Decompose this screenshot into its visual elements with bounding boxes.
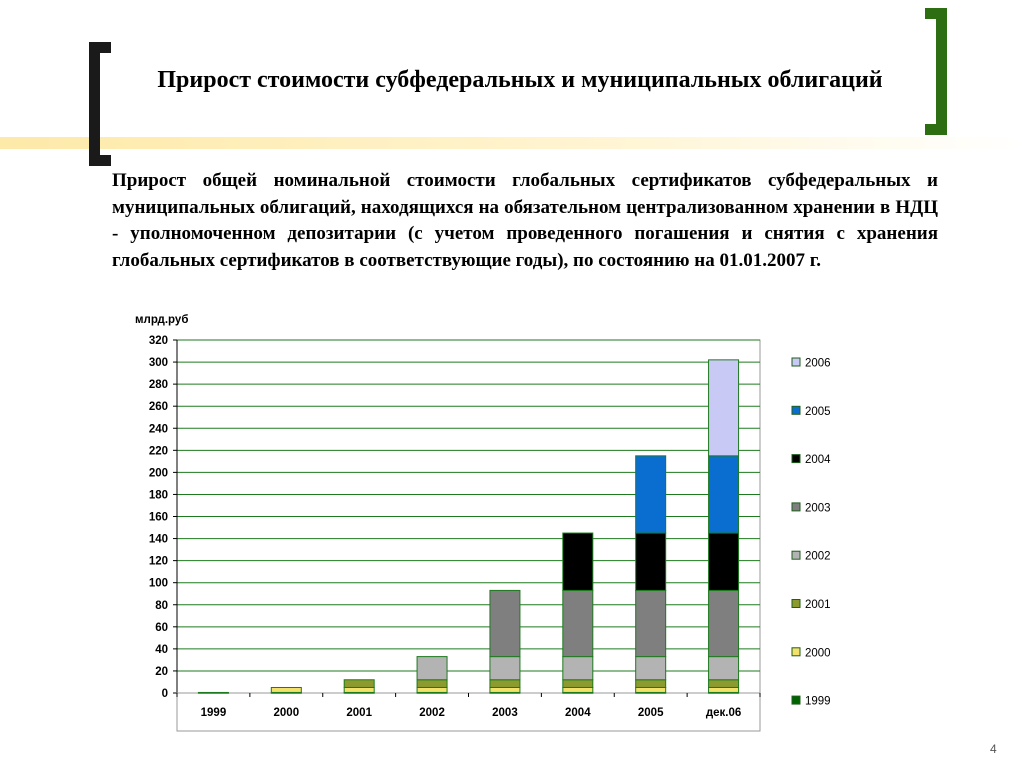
- bar-segment-2003-2003: [490, 590, 520, 656]
- legend-label-2000: 2000: [805, 647, 831, 660]
- legend-label-1999: 1999: [805, 695, 831, 708]
- y-tick-label-140: 140: [148, 533, 168, 546]
- y-tick-label-120: 120: [148, 555, 168, 568]
- bar-segment-дек.06-2005: [709, 456, 739, 533]
- y-tick-label-100: 100: [148, 577, 168, 590]
- y-tick-label-240: 240: [148, 423, 168, 436]
- legend-label-2002: 2002: [805, 550, 831, 563]
- x-tick-label-2002: 2002: [419, 707, 445, 719]
- x-tick-label-2005: 2005: [637, 707, 664, 719]
- y-tick-label-20: 20: [155, 665, 168, 678]
- bar-segment-2005-2004: [636, 533, 666, 590]
- legend-label-2003: 2003: [805, 502, 831, 515]
- bar-segment-дек.06-2003: [709, 590, 739, 656]
- x-tick-label-2001: 2001: [346, 707, 372, 719]
- y-tick-label-300: 300: [148, 357, 168, 370]
- bar-segment-2005-2003: [636, 590, 666, 656]
- bar-segment-2002-2001: [417, 680, 447, 688]
- y-tick-label-60: 60: [155, 621, 168, 634]
- bar-segment-2003-2002: [490, 657, 520, 680]
- legend-swatch-2003: [792, 503, 800, 511]
- y-tick-label-0: 0: [161, 688, 168, 700]
- x-tick-label-дек.06: дек.06: [705, 707, 742, 719]
- slide-title: Прирост стоимости субфедеральных и муниципальных облигаций: [157, 67, 883, 93]
- y-tick-label-320: 320: [148, 335, 168, 347]
- bar-segment-2004-2002: [563, 657, 593, 680]
- bar-segment-дек.06-2002: [709, 657, 739, 680]
- y-tick-label-180: 180: [148, 489, 168, 502]
- y-axis-unit-label: млрд.руб: [135, 314, 189, 326]
- bar-segment-1999-1999: [198, 692, 228, 693]
- bar-segment-дек.06-2004: [709, 533, 739, 590]
- legend-swatch-2001: [792, 600, 800, 608]
- bar-segment-2001-2001: [344, 680, 374, 688]
- page-number: 4: [990, 742, 997, 756]
- bar-segment-2003-2001: [490, 680, 520, 688]
- legend-swatch-2000: [792, 648, 800, 656]
- x-tick-label-2004: 2004: [565, 707, 591, 719]
- bar-segment-2001-2000: [344, 687, 374, 692]
- bar-segment-2000-2000: [271, 687, 301, 692]
- y-tick-label-220: 220: [148, 445, 168, 458]
- bar-segment-2005-2000: [636, 687, 666, 692]
- legend-label-2001: 2001: [805, 599, 831, 611]
- y-tick-label-260: 260: [148, 401, 168, 414]
- legend-swatch-1999: [792, 696, 800, 704]
- slide-description: Прирост общей номинальной стоимости глобальных сертификатов субфедеральных и муниципальных облигаций, находящихся на обязательном централизованном хранении в НДЦ - уполномоченном депозитарии (с учетом проведенного погашения и снятия с хранения глобальных сертификатов в соответствующие годы), по состоянию на 01.01.2007 г.: [112, 170, 938, 271]
- bar-segment-2005-2002: [636, 657, 666, 680]
- legend-label-2005: 2005: [805, 405, 831, 418]
- bar-segment-дек.06-2006: [709, 360, 739, 456]
- x-tick-label-2000: 2000: [273, 707, 300, 719]
- bar-segment-дек.06-2000: [709, 687, 739, 692]
- legend-label-2006: 2006: [805, 357, 831, 370]
- x-label-strip: [177, 693, 760, 731]
- y-tick-label-160: 160: [148, 511, 168, 524]
- legend-swatch-2002: [792, 551, 800, 559]
- bar-segment-2004-2000: [563, 687, 593, 692]
- bar-segment-дек.06-2001: [709, 680, 739, 688]
- x-tick-label-1999: 1999: [200, 707, 227, 719]
- y-tick-label-280: 280: [148, 379, 168, 392]
- bar-segment-2002-2000: [417, 687, 447, 692]
- y-tick-label-80: 80: [155, 599, 168, 612]
- bar-segment-2004-2001: [563, 680, 593, 688]
- legend-swatch-2004: [792, 455, 800, 463]
- legend-swatch-2005: [792, 406, 800, 414]
- bar-segment-2005-2005: [636, 456, 666, 533]
- y-tick-label-200: 200: [148, 467, 168, 480]
- bar-segment-2002-2002: [417, 657, 447, 680]
- bar-segment-2003-2000: [490, 687, 520, 692]
- legend-label-2004: 2004: [805, 454, 831, 467]
- y-tick-label-40: 40: [155, 643, 168, 656]
- bar-segment-2004-2003: [563, 590, 593, 656]
- bar-segment-2004-2004: [563, 533, 593, 590]
- x-tick-label-2003: 2003: [492, 707, 518, 719]
- legend-swatch-2006: [792, 358, 800, 366]
- bar-segment-2005-2001: [636, 680, 666, 688]
